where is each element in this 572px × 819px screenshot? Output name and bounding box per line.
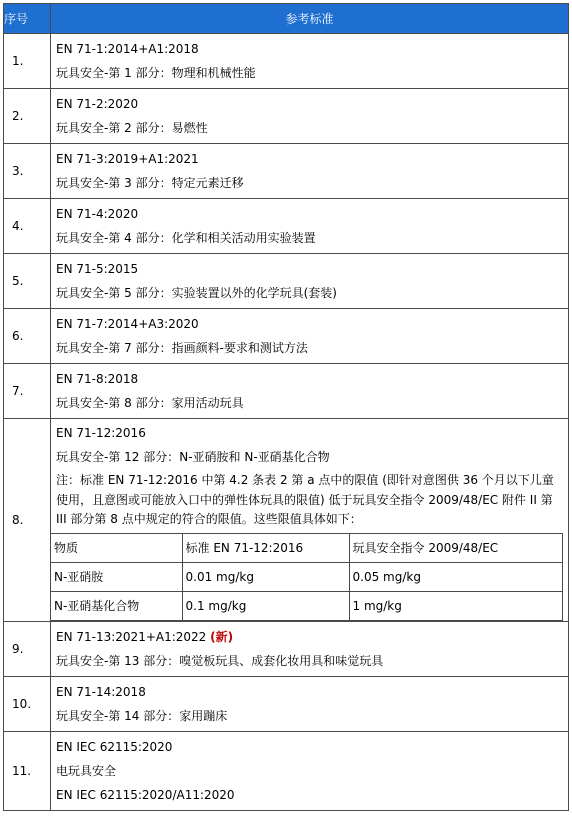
standard-code: EN 71-13:2021+A1:2022 bbox=[56, 629, 207, 644]
standard-code: EN 71-5:2015 bbox=[56, 262, 139, 276]
standard-cell bbox=[51, 731, 569, 810]
standard-code: EN 71-2:2020 bbox=[56, 97, 139, 111]
table-row bbox=[4, 309, 569, 364]
new-badge: (新) bbox=[210, 629, 234, 644]
table-row bbox=[4, 731, 569, 810]
table-row bbox=[4, 676, 569, 731]
standard-title: 玩具安全-第 7 部分：指画颜料-要求和测试方法 bbox=[56, 341, 308, 355]
standard-code: EN 71-12:2016 bbox=[56, 426, 146, 440]
standards-table bbox=[3, 3, 569, 811]
limit-cell: 0.1 mg/kg bbox=[182, 591, 349, 620]
standard-code: EN 71-4:2020 bbox=[56, 207, 139, 221]
standard-code: EN 71-14:2018 bbox=[56, 684, 146, 699]
standard-title: 玩具安全-第 5 部分：实验装置以外的化学玩具(套装) bbox=[56, 286, 337, 300]
table-row bbox=[4, 621, 569, 676]
standards-table-container bbox=[3, 3, 569, 811]
standard-code: EN 71-1:2014+A1:2018 bbox=[56, 42, 199, 56]
standard-cell bbox=[51, 89, 569, 144]
table-row bbox=[4, 364, 569, 419]
row-number: 2. bbox=[4, 89, 51, 144]
row-number: 11. bbox=[4, 731, 51, 810]
subtable-row bbox=[51, 591, 563, 620]
table-row bbox=[4, 34, 569, 89]
standard-code: EN IEC 62115:2020 bbox=[56, 739, 173, 754]
subtable-header-cell: 标准 EN 71-12:2016 bbox=[182, 533, 349, 562]
row-number: 6. bbox=[4, 309, 51, 364]
standard-title: 电玩具安全 bbox=[56, 763, 117, 778]
standard-cell bbox=[51, 34, 569, 89]
standard-title: 玩具安全-第 1 部分：物理和机械性能 bbox=[56, 66, 256, 80]
standard-cell bbox=[51, 621, 569, 676]
standard-amendment: EN IEC 62115:2020/A11:2020 bbox=[56, 787, 235, 802]
standard-note: 注：标准 EN 71-12:2016 中第 4.2 条表 2 第 a 点中的限值 (即针对意图供 36 个月以下儿童使用，且意图或可能放入口中的弹性体玩具的限值) 低于玩具安全指令 2009/48/EC 附件 II 第 III 部分第 8 点中规定的符合的限值。这些限值具体如下： bbox=[56, 473, 554, 526]
standard-title: 玩具安全-第 14 部分：家用蹦床 bbox=[56, 708, 228, 723]
subtable-row bbox=[51, 562, 563, 591]
standard-title: 玩具安全-第 3 部分：特定元素迁移 bbox=[56, 176, 244, 190]
standard-code: EN 71-8:2018 bbox=[56, 372, 139, 386]
header-standard: 参考标准 bbox=[51, 4, 569, 34]
row-number: 8. bbox=[4, 419, 51, 622]
limit-cell: 0.05 mg/kg bbox=[349, 562, 563, 591]
limit-cell: 1 mg/kg bbox=[349, 591, 563, 620]
standard-code: EN 71-3:2019+A1:2021 bbox=[56, 152, 199, 166]
standard-code: EN 71-7:2014+A3:2020 bbox=[56, 317, 199, 331]
standard-cell bbox=[51, 199, 569, 254]
standard-cell bbox=[51, 364, 569, 419]
row-number: 10. bbox=[4, 676, 51, 731]
row-number: 1. bbox=[4, 34, 51, 89]
standard-title: 玩具安全-第 13 部分：嗅觉板玩具、成套化妆用具和味觉玩具 bbox=[56, 653, 384, 668]
table-row bbox=[4, 199, 569, 254]
table-row bbox=[4, 419, 569, 622]
table-row bbox=[4, 89, 569, 144]
standard-cell bbox=[51, 309, 569, 364]
standard-title: 玩具安全-第 12 部分：N-亚硝胺和 N-亚硝基化合物 bbox=[56, 450, 330, 464]
subtable-header-cell: 玩具安全指令 2009/48/EC bbox=[349, 533, 563, 562]
substance-cell: N-亚硝基化合物 bbox=[51, 591, 182, 620]
table-row bbox=[4, 144, 569, 199]
row-number: 5. bbox=[4, 254, 51, 309]
row-number: 7. bbox=[4, 364, 51, 419]
limit-cell: 0.01 mg/kg bbox=[182, 562, 349, 591]
row-number: 9. bbox=[4, 621, 51, 676]
substance-cell: N-亚硝胺 bbox=[51, 562, 182, 591]
header-no: 序号 bbox=[4, 4, 51, 34]
subtable-header-cell: 物质 bbox=[51, 533, 182, 562]
standard-code-line bbox=[56, 625, 568, 649]
row-number: 4. bbox=[4, 199, 51, 254]
table-header-row bbox=[4, 4, 569, 34]
standard-cell bbox=[51, 419, 569, 622]
standard-cell bbox=[51, 144, 569, 199]
row-number: 3. bbox=[4, 144, 51, 199]
limits-subtable bbox=[51, 533, 563, 621]
standard-title: 玩具安全-第 4 部分：化学和相关活动用实验装置 bbox=[56, 231, 316, 245]
standard-cell bbox=[51, 676, 569, 731]
standard-cell bbox=[51, 254, 569, 309]
table-row bbox=[4, 254, 569, 309]
standard-title: 玩具安全-第 2 部分：易燃性 bbox=[56, 121, 208, 135]
subtable-header-row bbox=[51, 533, 563, 562]
standard-title: 玩具安全-第 8 部分：家用活动玩具 bbox=[56, 396, 244, 410]
